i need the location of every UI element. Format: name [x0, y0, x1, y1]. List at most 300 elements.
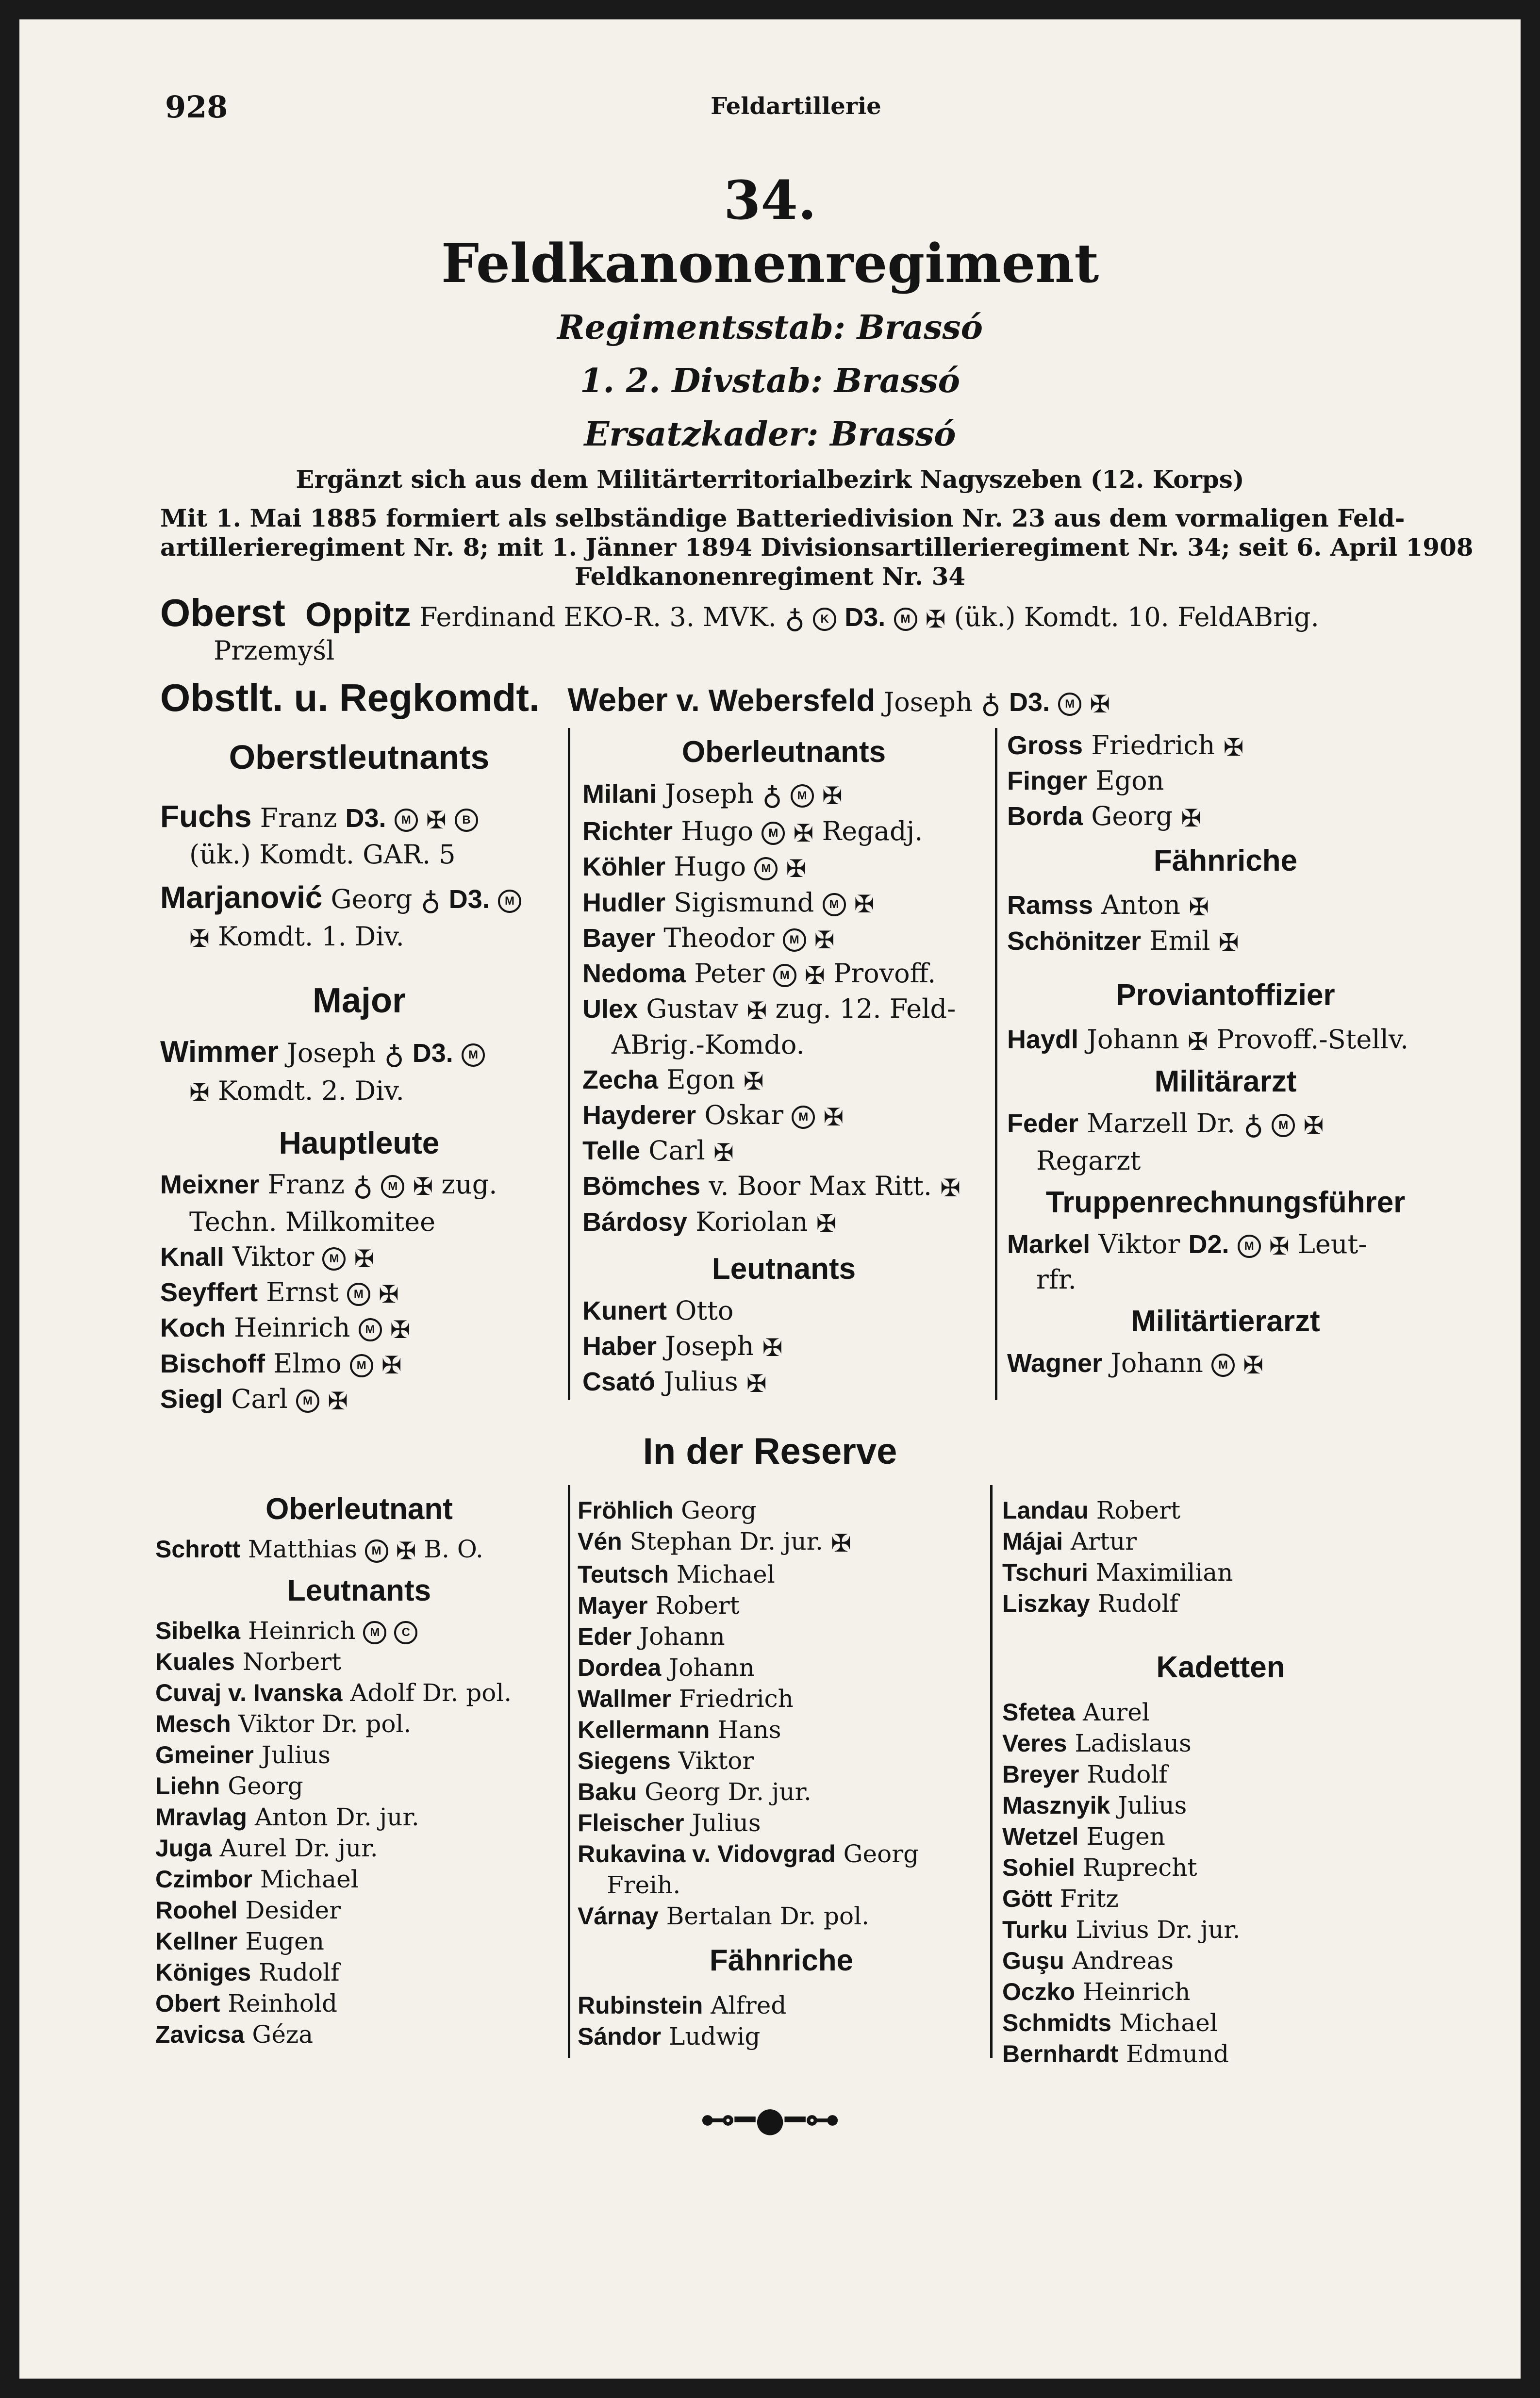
schrott-entry [155, 1534, 563, 1567]
cross-icon: ✠ [940, 1174, 961, 1203]
regiment-number: 34. [723, 169, 817, 232]
document-page [19, 19, 1521, 2379]
wagner-name: Wagner [1007, 1349, 1103, 1378]
obstlt-first: Joseph [883, 687, 973, 717]
markel-name: Markel [1007, 1230, 1091, 1259]
kadett-entry [1002, 1883, 1439, 1914]
knot-icon: ♁ [420, 885, 441, 917]
rukavina-line-2: Freih. [607, 1871, 681, 1899]
oberleutnant-entry [582, 921, 985, 956]
entry-name: Veres [1002, 1730, 1067, 1757]
reserve-entry [1002, 1526, 1439, 1557]
entry-given: Julius [1118, 1791, 1187, 1819]
entry-name: Borda [1007, 802, 1083, 831]
oberleutnant-entry [582, 1205, 985, 1240]
reserve-column-1 [155, 1485, 563, 2050]
entry-name: Oczko [1002, 1978, 1076, 2005]
reserve-entry [578, 1807, 985, 1838]
oberleutnant-entry [582, 1133, 985, 1169]
entry-given: Andreas [1072, 1947, 1174, 1975]
m-medal-icon: M [1238, 1235, 1261, 1258]
cross-icon: ✠ [1189, 893, 1209, 922]
entry-given: Eugen [1086, 1822, 1165, 1851]
marjanovic-entry [160, 877, 558, 919]
entry-given: Rudolf [1097, 1589, 1179, 1618]
haydl-name: Haydl [1007, 1025, 1079, 1054]
militaertierarzt-head: Militärtierarzt [1131, 1305, 1320, 1339]
entry-given: Elmo [273, 1348, 342, 1379]
column-3 [1007, 728, 1444, 1381]
m-medal-icon: M [754, 857, 778, 880]
hauptmann-entry [160, 1275, 558, 1310]
m-medal-icon: M [773, 964, 796, 987]
intro-line-3: artillerieregiment Nr. 8; mit 1. Jänner 1894 Divisionsartillerieregiment Nr. 34; seit 6. April 1908 [160, 533, 1474, 562]
cross-icon: ✠ [1218, 928, 1239, 957]
entry-given: Friedrich [1091, 730, 1215, 761]
reserve-column-3 [1002, 1495, 1439, 2069]
schrott-name: Schrott [155, 1536, 240, 1563]
wimmer-name: Wimmer [160, 1035, 279, 1069]
entry-given: Viktor [678, 1747, 754, 1775]
entry-name: Mayer [578, 1592, 648, 1619]
entry-given: Maximilian [1095, 1558, 1233, 1587]
entry-name: Zavicsa [155, 2021, 245, 2048]
markel-entry [1007, 1227, 1444, 1262]
marjanovic-given: Georg [331, 883, 413, 914]
fuchs-given: Franz [260, 803, 337, 833]
entry-name: Bernhardt [1002, 2040, 1118, 2067]
entry-given: Rudolf [1087, 1760, 1168, 1788]
entry-given: Ernst [266, 1277, 339, 1308]
entry-given: Rudolf [259, 1958, 340, 1986]
entry-extra: zug. 12. Feld- [775, 993, 956, 1025]
cross-icon: ✠ [1090, 690, 1110, 718]
cross-icon: ✠ [804, 961, 825, 990]
column-rule [568, 728, 570, 1400]
entry-name: Cuvaj v. Ivanska [155, 1679, 343, 1706]
entry-given: Carl [231, 1383, 288, 1414]
entry-name: Fleischer [578, 1809, 684, 1836]
m-medal-icon: M [1272, 1114, 1295, 1137]
entry-name: Csató [582, 1367, 656, 1396]
entry-given: Ladislaus [1075, 1729, 1192, 1757]
feder-given: Marzell Dr. [1087, 1108, 1235, 1139]
wagner-entry [1007, 1346, 1444, 1381]
kadetten-head: Kadetten [1156, 1651, 1285, 1684]
reserve-entry [155, 1957, 563, 1988]
oberleutnant-entry [582, 885, 985, 921]
knot-icon: ♁ [1243, 1109, 1264, 1141]
entry-name: Ramss [1007, 891, 1093, 920]
wimmer-line-2 [160, 1074, 558, 1109]
entry-given: Aurel Dr. jur. [219, 1834, 378, 1862]
bardosy-given: Koriolan [695, 1206, 808, 1237]
kadett-entry [1002, 2038, 1439, 2069]
oberst-line-2: Przemyśl [214, 635, 335, 666]
cross-icon: ✠ [786, 855, 807, 883]
k-medal-icon: K [813, 608, 836, 631]
entry-given: Friedrich [679, 1685, 794, 1713]
entry-given: Anton [1101, 890, 1181, 921]
truppenrechnungsfuehrer-head: Truppenrechnungsführer [1045, 1186, 1406, 1220]
reserve-entry [578, 2021, 985, 2052]
cross-icon: ✠ [426, 806, 447, 834]
reserve-entry [578, 1495, 985, 1526]
leutnant-entry [582, 1364, 985, 1400]
meixner-name: Meixner [160, 1170, 260, 1199]
cross-icon: ✠ [743, 1067, 764, 1096]
entry-given: Joseph [665, 1330, 754, 1361]
entry-given: Livius Dr. jur. [1076, 1916, 1241, 1944]
m-medal-icon: M [350, 1354, 373, 1377]
knot-icon: ♁ [785, 603, 805, 635]
entry-name: Rubinstein [578, 1992, 703, 2019]
entry-given: Aurel [1082, 1698, 1150, 1726]
entry [1007, 799, 1444, 834]
entry-given: Carl [648, 1135, 705, 1166]
kadett-entry [1002, 2007, 1439, 2038]
regiment-title: Feldkanonenregiment [441, 232, 1099, 295]
oberleutnant-entry [582, 1098, 985, 1133]
entry-name: Gött [1002, 1885, 1052, 1912]
schrott-tail: B. O. [424, 1535, 483, 1563]
entry-given: Egon [666, 1064, 735, 1095]
m-medal-icon: M [359, 1318, 382, 1341]
kadett-entry [1002, 1914, 1439, 1945]
entry-name: Roohel [155, 1897, 238, 1924]
hauptleute-head: Hauptleute [279, 1125, 440, 1160]
column-rule [568, 1485, 570, 2058]
hauptmann-entry [160, 1310, 558, 1346]
cross-icon: ✠ [823, 1103, 844, 1131]
entry-name: Tschuri [1002, 1559, 1088, 1586]
knot-icon: ♁ [353, 1170, 373, 1202]
wimmer-entry [160, 1032, 558, 1073]
wagner-given: Johann [1110, 1348, 1203, 1379]
schrott-given: Matthias [248, 1535, 357, 1563]
entry-name: Telle [582, 1136, 641, 1166]
entry-given: Egon [1095, 765, 1164, 796]
entry-given: Robert [1096, 1496, 1181, 1524]
reserve-entry [155, 1988, 563, 2019]
reserve-entry [578, 1714, 985, 1745]
sibelka-name: Sibelka [155, 1617, 241, 1644]
kadett-entry [1002, 1790, 1439, 1821]
reserve-entry [1002, 1588, 1439, 1619]
entry-given: Hugo [681, 816, 754, 847]
fuchs-entry [160, 796, 558, 837]
reserve-entry [155, 1677, 563, 1708]
cross-icon: ✠ [816, 1209, 837, 1238]
entry-given: Michael [676, 1560, 775, 1588]
regimentsstab: Regimentsstab: Brassó [557, 308, 983, 347]
marjanovic-line-2 [160, 919, 558, 955]
reserve-oberleutnant-head: Oberleutnant [265, 1492, 453, 1526]
oberleutnant-entry [582, 814, 985, 849]
entry-name: Richter [582, 817, 673, 846]
entry-given: Ruprecht [1082, 1853, 1197, 1882]
varnay-name: Várnay [578, 1902, 659, 1930]
cross-icon: ✠ [396, 1537, 416, 1565]
cross-icon: ✠ [830, 1529, 851, 1557]
cross-icon: ✠ [814, 926, 835, 954]
entry-given: Johann [639, 1622, 725, 1651]
obstlt-name: Weber [567, 681, 668, 718]
entry-name: Landau [1002, 1497, 1089, 1524]
oberst-rank: Oberst [160, 591, 285, 634]
entry-name: Bayer [582, 923, 656, 953]
entry-name: Wallmer [578, 1685, 671, 1712]
reserve-entry [578, 1526, 985, 1559]
kadett-entry [1002, 1976, 1439, 2007]
m-medal-icon: M [1058, 693, 1081, 716]
reserve-entry [578, 1776, 985, 1807]
leutnants-head: Leutnants [712, 1252, 856, 1286]
intro-line-4: Feldkanonenregiment Nr. 34 [574, 562, 966, 591]
reserve-entry [578, 1590, 985, 1621]
markel-line-2: rfr. [1036, 1264, 1076, 1295]
entry-name: Schmidts [1002, 2009, 1112, 2036]
m-medal-icon: M [762, 822, 785, 845]
entry-name: Koch [160, 1313, 226, 1343]
m-medal-icon: M [296, 1389, 319, 1413]
entry-name: Kunert [582, 1296, 667, 1325]
reserve-column-2 [578, 1495, 985, 2052]
m-medal-icon: M [894, 608, 917, 631]
entry-name: Seyffert [160, 1278, 258, 1307]
entry-name: Siegl [160, 1384, 223, 1414]
m-medal-icon: M [498, 890, 521, 913]
sibelka-given: Heinrich [248, 1617, 356, 1645]
oberleutnant-entry [582, 777, 985, 814]
entry-name: Wetzel [1002, 1823, 1079, 1850]
knot-icon: ♁ [762, 779, 782, 811]
faehnriche-head: Fähnriche [1153, 844, 1298, 878]
entry [1007, 728, 1444, 763]
reserve-entry [1002, 1557, 1439, 1588]
feder-name: Feder [1007, 1109, 1079, 1139]
hauptmann-entry [160, 1382, 558, 1417]
column-1 [160, 728, 558, 1417]
m-medal-icon: M [365, 1539, 388, 1563]
entry-name: Kuales [155, 1648, 235, 1675]
bardosy-name: Bárdosy [582, 1207, 688, 1237]
entry-given: Emil [1149, 925, 1210, 956]
reserve-faehnriche-head: Fähnriche [709, 1944, 854, 1977]
oberst-given: Ferdinand EKO-R. 3. MVK. [419, 602, 777, 632]
entry-name: Breyer [1002, 1761, 1079, 1788]
entry-given: Joseph [665, 778, 754, 809]
entry-name: Sfetea [1002, 1699, 1076, 1726]
reserve-entry [578, 1745, 985, 1776]
entry-given: Julius [663, 1366, 738, 1397]
meixner-line-2: Techn. Milkomitee [189, 1207, 436, 1238]
cross-icon: ✠ [1303, 1111, 1324, 1140]
hauptmann-entry [160, 1240, 558, 1275]
entry-name: Obert [155, 1990, 220, 2017]
kadett-entry [1002, 1697, 1439, 1728]
entry-name: Eder [578, 1623, 632, 1650]
entry-given: Peter [694, 958, 765, 989]
fuchs-d3: D3. [345, 804, 386, 833]
entry-given: Artur [1070, 1527, 1137, 1555]
entry-name: Kellner [155, 1928, 238, 1955]
reserve-entry [155, 1802, 563, 1833]
entry-given: Julius [692, 1809, 761, 1837]
oberleutnants-head: Oberleutnants [681, 735, 886, 769]
entry-given: Eugen [245, 1927, 324, 1955]
obstlt-d3: D3. [1009, 688, 1050, 717]
entry-name: Turku [1002, 1916, 1068, 1943]
entry-given: Géza [252, 2020, 314, 2049]
m-medal-icon: M [363, 1621, 386, 1644]
militaerarzt-head: Militärarzt [1154, 1065, 1297, 1099]
page-number: 928 [165, 89, 228, 125]
entry-name: Ulex [582, 994, 638, 1024]
entry-name: Köhler [582, 852, 666, 882]
cross-icon: ✠ [189, 924, 210, 953]
cross-icon: ✠ [1243, 1351, 1264, 1379]
reserve-entry [155, 1770, 563, 1802]
entry-given: Alfred [711, 1991, 787, 2019]
kadett-entry [1002, 1945, 1439, 1976]
entry-given: Reinhold [228, 1989, 337, 2018]
hauptmann-entry [160, 1346, 558, 1382]
boemches-name: Bömches [582, 1172, 701, 1201]
reserve-entry [578, 1559, 985, 1590]
entry-name: Gross [1007, 731, 1083, 760]
fuchs-name: Fuchs [160, 799, 252, 834]
cross-icon: ✠ [381, 1351, 402, 1380]
cross-icon: ✠ [713, 1138, 734, 1167]
obstlt-rank: Obstlt. u. Regkomdt. [160, 676, 540, 719]
cross-icon: ✠ [925, 605, 946, 633]
cross-icon: ✠ [746, 997, 767, 1025]
entry-given: Edmund [1126, 2040, 1229, 2068]
reserve-leutnants-head: Leutnants [287, 1574, 431, 1607]
cross-icon: ✠ [1223, 733, 1244, 761]
entry-name: Zecha [582, 1065, 659, 1094]
cross-icon: ✠ [1181, 804, 1202, 832]
entry-given: Stephan Dr. jur. [629, 1527, 823, 1555]
m-medal-icon: M [791, 784, 814, 808]
column-rule [990, 1485, 993, 2058]
major-head: Major [312, 981, 406, 1021]
oberleutnant-entry [582, 1169, 985, 1204]
proviantoffizier-head: Proviantoffizier [1116, 978, 1335, 1012]
entry-name: Schönitzer [1007, 926, 1142, 956]
entry-name: Vén [578, 1528, 622, 1555]
entry-given: Georg [1091, 801, 1173, 832]
reserve-entry [578, 1621, 985, 1652]
knot-icon: ♁ [384, 1039, 404, 1071]
c-medal-icon: C [394, 1621, 417, 1644]
cross-icon: ✠ [1269, 1232, 1290, 1260]
entry-given: Sigismund [674, 887, 814, 918]
m-medal-icon: M [395, 809, 418, 832]
entry-given: Desider [245, 1896, 341, 1924]
entry-name: Kellermann [578, 1716, 710, 1743]
entry-given: Gustav [646, 993, 739, 1025]
b-medal-icon: B [455, 809, 478, 832]
entry-name: Juga [155, 1835, 212, 1862]
entry-given: Viktor [232, 1241, 315, 1272]
m-medal-icon: M [792, 1106, 815, 1129]
entry-name: Nedoma [582, 959, 686, 989]
entry-given: Michael [1119, 2009, 1218, 2037]
haydl-given: Johann [1087, 1024, 1179, 1055]
oberst-row [160, 587, 1319, 639]
meixner-entry [160, 1167, 558, 1205]
varnay-entry [578, 1901, 985, 1932]
feder-entry [1007, 1106, 1444, 1143]
oberleutnant-entry [582, 992, 985, 1027]
entry-given: Theodor [663, 922, 775, 953]
m-medal-icon: M [823, 893, 846, 916]
entry-given: Michael [260, 1865, 359, 1893]
entry-name: Dordea [578, 1654, 662, 1681]
column-rule [995, 728, 997, 1400]
reserve-entry [578, 1683, 985, 1714]
knot-icon: ♁ [980, 688, 1001, 720]
entry-given: Viktor Dr. pol. [238, 1710, 412, 1738]
entry-given: Julius [261, 1741, 331, 1769]
entry-extra: Regadj. [822, 816, 923, 847]
entry-given: Heinrich [1082, 1978, 1191, 2006]
kadett-entry [1002, 1759, 1439, 1790]
entry-name: Fröhlich [578, 1497, 674, 1524]
divstab: 1. 2. Divstab: Brassó [580, 362, 960, 400]
cross-icon: ✠ [390, 1316, 411, 1344]
reserve-entry [155, 1864, 563, 1895]
markel-tail: Leut- [1298, 1229, 1367, 1260]
reserve-entry [155, 1739, 563, 1770]
oberleutnant-entry [582, 849, 985, 885]
entry-name: Baku [578, 1778, 637, 1805]
cross-icon: ✠ [328, 1387, 348, 1415]
entry-given: Georg [681, 1496, 757, 1524]
haydl-tail: Provoff.-Stellv. [1216, 1024, 1409, 1055]
fuchs-line-2: (ük.) Komdt. GAR. 5 [189, 839, 456, 870]
entry-given: Heinrich [234, 1312, 350, 1343]
entry-name: Finger [1007, 766, 1088, 796]
entry-name: Sándor [578, 2023, 662, 2050]
entry-name: Liehn [155, 1772, 220, 1800]
feder-line-2: Regarzt [1036, 1145, 1141, 1176]
reserve-entry [155, 1895, 563, 1926]
cross-icon: ✠ [189, 1078, 210, 1107]
cross-icon: ✠ [413, 1172, 433, 1201]
entry-name: Sohiel [1002, 1854, 1076, 1881]
entry-given: Hugo [674, 851, 746, 882]
ornament-divider: ⊷━●━⊶ [700, 2099, 840, 2139]
column-2 [582, 728, 985, 1400]
wimmer-d3: D3. [412, 1039, 453, 1068]
entry-name: Königes [155, 1959, 251, 1986]
entry-name: Rukavina v. Vidovgrad [578, 1840, 836, 1868]
entry-given: Fritz [1060, 1885, 1119, 1913]
m-medal-icon: M [462, 1043, 485, 1067]
entry-name: Hudler [582, 888, 666, 917]
oberst-name: Oppitz [305, 595, 411, 633]
entry-given: Georg [228, 1772, 303, 1800]
meixner-given: Franz [267, 1169, 345, 1200]
faehnrich-entry [1007, 924, 1444, 959]
entry-given: Otto [675, 1295, 734, 1326]
oberleutnant-entry [582, 956, 985, 992]
cross-icon: ✠ [1188, 1027, 1208, 1056]
entry [1007, 763, 1444, 799]
